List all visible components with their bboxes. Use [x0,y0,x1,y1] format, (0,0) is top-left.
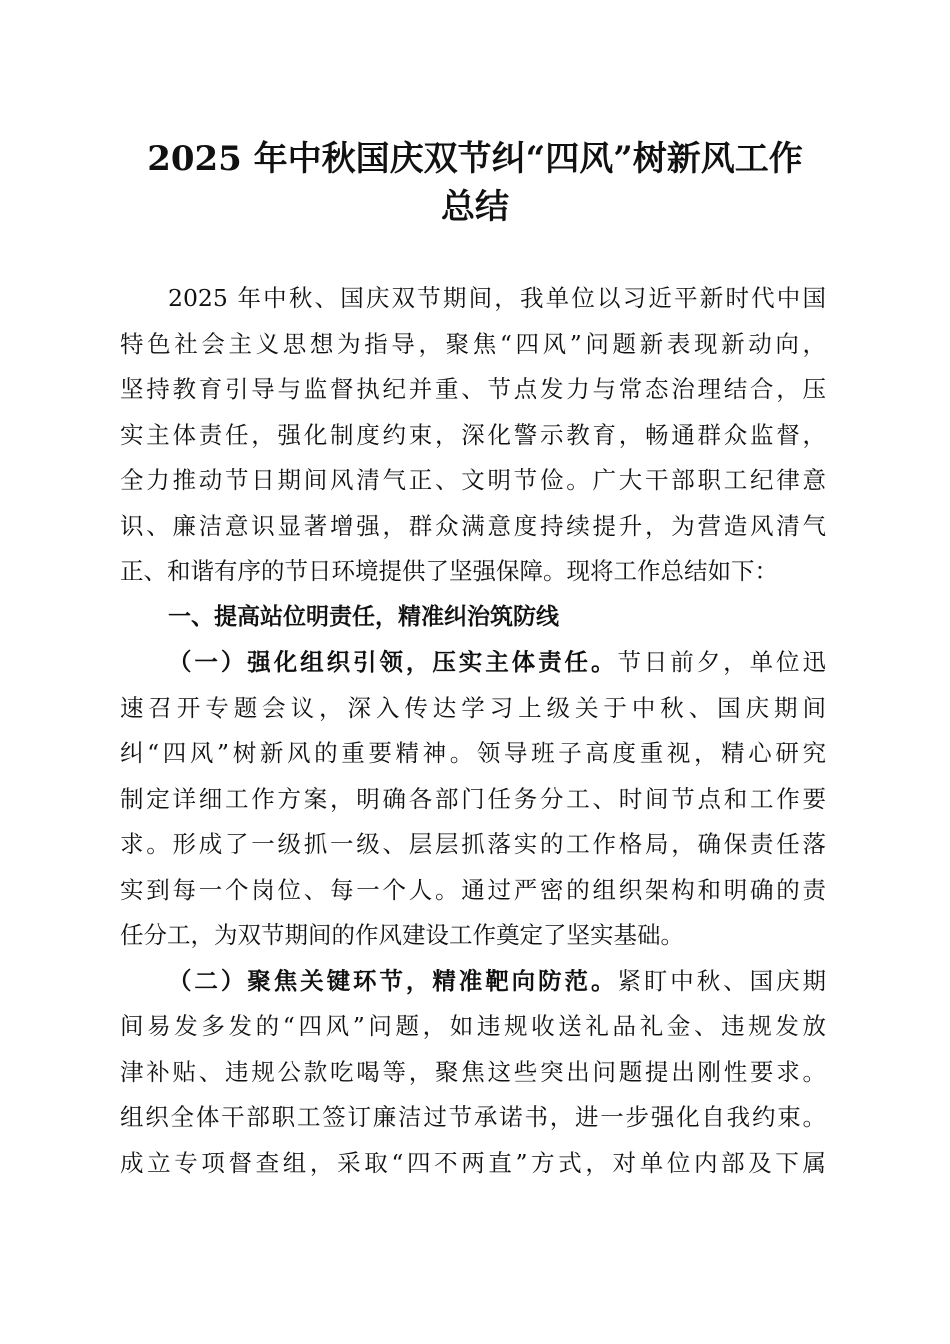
paragraph-1-line: 实到每一个岗位、每一个人。通过严密的组织架构和明确的责 [120,875,826,904]
intro-line: 实主体责任，强化制度约束，深化警示教育，畅通群众监督， [120,420,826,449]
paragraph-2-line: 成立专项督查组，采取“四不两直”方式，对单位内部及下属 [120,1148,826,1177]
paragraph-1-first-line-text: 节日前夕，单位迅 [617,648,826,676]
paragraph-2-line: 间易发多发的“四风”问题，如违规收送礼品礼金、违规发放 [120,1012,826,1040]
intro-line: 全力推动节日期间风清气正、文明节俭。广大干部职工纪律意 [120,466,826,494]
paragraph-2-subheading: （二）聚焦关键环节，精准靶向防范。 [168,966,618,995]
intro-line: 识、廉洁意识显著增强，群众满意度持续提升，为营造风清气 [120,511,826,540]
paragraph-1-first-line [120,640,826,686]
paragraph-2-first-line-text: 紧盯中秋、国庆期 [617,966,826,995]
title-line-2: 总结 [441,187,509,227]
document-title [120,135,830,231]
title-line-1: 2025 年中秋国庆双节纠“四风”树新风工作 [147,139,803,179]
intro-line: 正、和谐有序的节日环境提供了坚强保障。现将工作总结如下： [120,557,778,585]
paragraph-1-line: 纠“四风”树新风的重要精神。领导班子高度重视，精心研究 [120,739,826,767]
intro-line: 特色社会主义思想为指导，聚焦“四风”问题新表现新动向， [120,329,826,358]
paragraph-1-line: 制定详细工作方案，明确各部门任务分工、时间节点和工作要 [120,784,826,813]
paragraph-2-line: 组织全体干部职工签订廉洁过节承诺书，进一步强化自我约束。 [120,1103,826,1131]
paragraph-1-subheading: （一）强化组织引领，压实主体责任。 [168,648,618,676]
paragraph-1-line: 任分工，为双节期间的作风建设工作奠定了坚实基础。 [120,921,684,949]
paragraph-2-first-line [120,959,826,1005]
paragraph-1-line: 速召开专题会议，深入传达学习上级关于中秋、国庆期间 [120,693,826,722]
paragraph-2-line: 津补贴、违规公款吃喝等，聚焦这些突出问题提出刚性要求。 [120,1057,826,1086]
section-heading: 一、提高站位明责任，精准纠治筑防线 [168,603,559,630]
paragraph-1-line: 求。形成了一级抓一级、层层抓落实的工作格局，确保责任落 [120,830,826,858]
intro-line: 坚持教育引导与监督执纪并重、节点发力与常态治理结合，压 [120,375,826,403]
intro-line: 2025 年中秋、国庆双节期间，我单位以习近平新时代中国 [168,284,826,312]
document-body [120,276,826,1186]
